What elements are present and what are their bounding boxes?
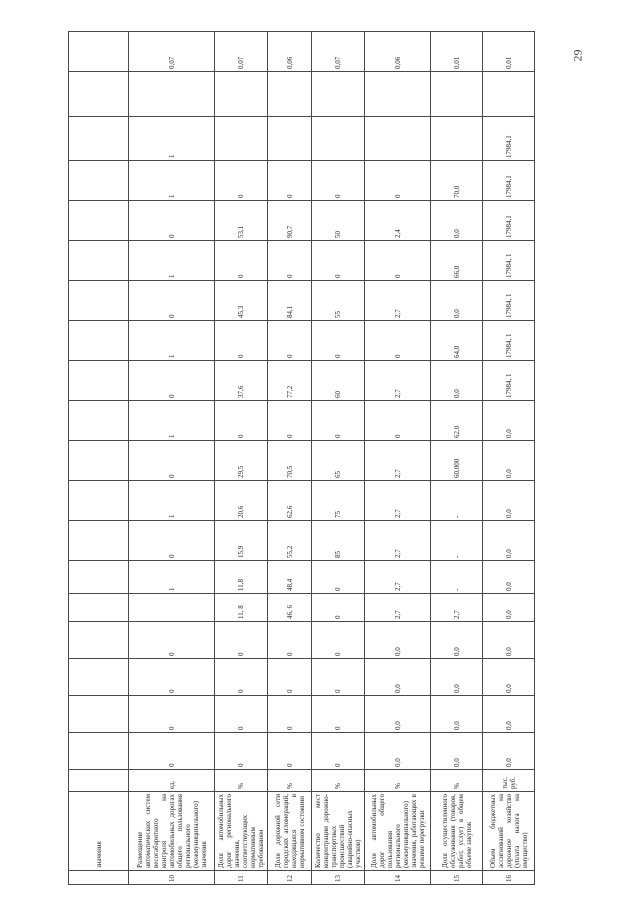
value-cell: 0,0 xyxy=(483,696,535,733)
unit-cell: % xyxy=(312,770,365,792)
table-row xyxy=(483,32,535,885)
value-cell: 0 xyxy=(129,441,215,481)
value-cell xyxy=(69,72,129,117)
value-cell: 0 xyxy=(129,521,215,561)
value-cell: 0 xyxy=(129,201,215,241)
value-cell: 29,5 xyxy=(215,441,268,481)
row-number: 13 xyxy=(312,871,365,885)
value-cell: 0 xyxy=(268,659,312,696)
value-cell: 85 xyxy=(312,521,365,561)
value-cell xyxy=(365,117,431,161)
value-cell xyxy=(69,281,129,321)
value-cell: 0,0 xyxy=(483,622,535,659)
value-cell xyxy=(69,241,129,281)
value-cell: 0,0 xyxy=(483,521,535,561)
value-cell xyxy=(129,594,215,622)
value-cell: 0 xyxy=(215,659,268,696)
table-body xyxy=(69,32,535,885)
value-cell: 0 xyxy=(312,696,365,733)
table-row xyxy=(431,32,483,885)
table-row xyxy=(268,32,312,885)
value-cell: 66,0 xyxy=(431,241,483,281)
indicator-name: Количество мест концентрации дорожно-транспортных происшествий (аварийно-опасных участков) xyxy=(312,792,365,871)
unit-cell: % xyxy=(365,770,431,792)
value-cell: 20,6 xyxy=(215,481,268,521)
value-cell: 0,07 xyxy=(129,32,215,72)
value-cell xyxy=(69,161,129,201)
value-cell: - xyxy=(431,481,483,521)
value-cell: 0 xyxy=(215,696,268,733)
value-cell: 0 xyxy=(215,733,268,770)
row-number: 10 xyxy=(129,871,215,885)
value-cell: 0 xyxy=(268,401,312,441)
value-cell: 0,01 xyxy=(483,32,535,72)
value-cell: 60,000 xyxy=(431,441,483,481)
value-cell: 0 xyxy=(268,321,312,361)
value-cell: 70,0 xyxy=(431,161,483,201)
page-number: 29 xyxy=(570,49,585,62)
value-cell: 0,06 xyxy=(365,32,431,72)
indicators-table xyxy=(68,31,535,885)
row-number: 14 xyxy=(365,871,431,885)
value-cell: 55,2 xyxy=(268,521,312,561)
unit-cell: ед. xyxy=(129,770,215,792)
value-cell: 0,0 xyxy=(365,622,431,659)
value-cell xyxy=(69,481,129,521)
value-cell: 2,7 xyxy=(365,441,431,481)
value-cell: 0 xyxy=(215,321,268,361)
value-cell: 2,7 xyxy=(431,594,483,622)
value-cell: 0 xyxy=(215,241,268,281)
value-cell: 0,07 xyxy=(312,32,365,72)
value-cell: 70,5 xyxy=(268,441,312,481)
rotated-table-container xyxy=(68,56,532,885)
value-cell: 0,0 xyxy=(483,659,535,696)
value-cell: 84,1 xyxy=(268,281,312,321)
value-cell: 2,4 xyxy=(365,201,431,241)
value-cell: 0,0 xyxy=(483,441,535,481)
row-number: 15 xyxy=(431,871,483,885)
value-cell: 1 xyxy=(129,481,215,521)
value-cell: 0 xyxy=(268,733,312,770)
row-number: 16 xyxy=(483,871,535,885)
value-cell: 53,1 xyxy=(215,201,268,241)
value-cell: 0 xyxy=(312,594,365,622)
table-row xyxy=(365,32,431,885)
value-cell xyxy=(431,72,483,117)
value-cell: 17984, 1 xyxy=(483,281,535,321)
value-cell: 0,06 xyxy=(268,32,312,72)
value-cell xyxy=(69,401,129,441)
value-cell xyxy=(69,594,129,622)
value-cell: 2,7 xyxy=(365,481,431,521)
value-cell xyxy=(129,72,215,117)
indicator-name: Размещение автоматических систем весогабаритного контроля на автомобильных дорогах общего пользования регионального (межмуниципального) значения xyxy=(129,792,215,871)
unit-cell xyxy=(69,770,129,792)
value-cell: 0,0 xyxy=(431,696,483,733)
value-cell: 0 xyxy=(215,622,268,659)
table-row xyxy=(312,32,365,885)
value-cell: 0,0 xyxy=(431,733,483,770)
value-cell: 0 xyxy=(129,696,215,733)
value-cell xyxy=(69,361,129,401)
value-cell: 0 xyxy=(129,733,215,770)
value-cell: 0,0 xyxy=(431,622,483,659)
value-cell xyxy=(69,696,129,733)
value-cell xyxy=(215,72,268,117)
value-cell xyxy=(69,561,129,594)
value-cell: 64,0 xyxy=(431,321,483,361)
value-cell: 0,0 xyxy=(483,481,535,521)
value-cell: 0 xyxy=(365,161,431,201)
value-cell: 11,8 xyxy=(215,561,268,594)
value-cell: 0,0 xyxy=(431,659,483,696)
value-cell: 77,2 xyxy=(268,361,312,401)
unit-cell: % xyxy=(431,770,483,792)
value-cell: 75 xyxy=(312,481,365,521)
value-cell: 2,7 xyxy=(365,594,431,622)
value-cell: 0 xyxy=(365,321,431,361)
indicator-name: Доля автомобильных дорог регионального значения, соответствующих нормативным требованиям xyxy=(215,792,268,871)
unit-cell: % xyxy=(215,770,268,792)
value-cell xyxy=(69,321,129,361)
value-cell xyxy=(312,72,365,117)
value-cell: 0,0 xyxy=(431,361,483,401)
value-cell: 0 xyxy=(312,241,365,281)
value-cell xyxy=(268,117,312,161)
value-cell: 0,0 xyxy=(431,281,483,321)
value-cell: 1 xyxy=(129,321,215,361)
value-cell: 45,3 xyxy=(215,281,268,321)
unit-cell: % xyxy=(268,770,312,792)
table-row xyxy=(215,32,268,885)
value-cell: 0 xyxy=(215,401,268,441)
value-cell: 2,7 xyxy=(365,281,431,321)
value-cell: 1 xyxy=(129,401,215,441)
value-cell xyxy=(69,622,129,659)
value-cell: 0 xyxy=(312,561,365,594)
value-cell: 2,7 xyxy=(365,561,431,594)
value-cell: 1 xyxy=(129,161,215,201)
value-cell: 15,9 xyxy=(215,521,268,561)
value-cell: 0 xyxy=(129,361,215,401)
value-cell: 0,01 xyxy=(431,32,483,72)
value-cell xyxy=(312,117,365,161)
value-cell: 0 xyxy=(312,401,365,441)
value-cell: 0 xyxy=(268,622,312,659)
value-cell: 65 xyxy=(312,441,365,481)
value-cell: 50 xyxy=(312,201,365,241)
value-cell: 46, 6 xyxy=(268,594,312,622)
value-cell xyxy=(69,733,129,770)
value-cell: 0,0 xyxy=(483,733,535,770)
row-number xyxy=(69,871,129,885)
indicator-name: Доля автомобильных дорог общего пользования регионального (межмуниципального) значения, работающих в режиме перегрузки xyxy=(365,792,431,871)
indicator-name: Объем бюджетных ассигнований на дорожное хозяйство (уплата налога на имущество) xyxy=(483,792,535,871)
value-cell: 0,07 xyxy=(215,32,268,72)
value-cell: 0 xyxy=(215,161,268,201)
value-cell: 0 xyxy=(129,622,215,659)
indicator-name: Доля осуществленного обслуживания (товаров, работ, услуг) в общем объеме закупок xyxy=(431,792,483,871)
value-cell: 17984, 1 xyxy=(483,321,535,361)
value-cell: 62,6 xyxy=(268,481,312,521)
value-cell xyxy=(365,72,431,117)
value-cell: 0 xyxy=(365,401,431,441)
value-cell xyxy=(69,32,129,72)
row-number: 11 xyxy=(215,871,268,885)
value-cell: 0 xyxy=(268,161,312,201)
value-cell: 17984,1 xyxy=(483,161,535,201)
value-cell: 2,7 xyxy=(365,521,431,561)
value-cell xyxy=(431,117,483,161)
value-cell xyxy=(215,117,268,161)
value-cell xyxy=(268,72,312,117)
value-cell: - xyxy=(431,521,483,561)
value-cell: 37,6 xyxy=(215,361,268,401)
value-cell: 1 xyxy=(129,117,215,161)
value-cell: 60 xyxy=(312,361,365,401)
value-cell: 0 xyxy=(129,659,215,696)
value-cell: 0 xyxy=(129,281,215,321)
value-cell: 0 xyxy=(312,659,365,696)
value-cell: 0 xyxy=(312,622,365,659)
value-cell: - xyxy=(431,561,483,594)
value-cell: 0,0 xyxy=(365,696,431,733)
value-cell: 0,0 xyxy=(365,659,431,696)
indicator-name: Доля дорожной сети городских агломераций, находящаяся в нормативном состоянии xyxy=(268,792,312,871)
table-row xyxy=(69,32,129,885)
value-cell xyxy=(69,117,129,161)
value-cell: 0,0 xyxy=(483,594,535,622)
value-cell: 0 xyxy=(365,241,431,281)
value-cell: 1 xyxy=(129,561,215,594)
value-cell: 62,0 xyxy=(431,401,483,441)
value-cell: 0 xyxy=(312,733,365,770)
value-cell: 0 xyxy=(268,241,312,281)
value-cell: 55 xyxy=(312,281,365,321)
value-cell: 90,7 xyxy=(268,201,312,241)
indicator-name: значения xyxy=(69,792,129,871)
value-cell: 0,0 xyxy=(365,733,431,770)
value-cell: 17984, 1 xyxy=(483,241,535,281)
value-cell: 11, 8 xyxy=(215,594,268,622)
value-cell xyxy=(69,201,129,241)
value-cell: 48,4 xyxy=(268,561,312,594)
value-cell xyxy=(69,659,129,696)
value-cell: 0 xyxy=(312,321,365,361)
table-row xyxy=(129,32,215,885)
value-cell: 0 xyxy=(268,696,312,733)
value-cell: 1 xyxy=(129,241,215,281)
value-cell: 0 xyxy=(312,161,365,201)
value-cell: 0,0 xyxy=(483,561,535,594)
value-cell: 0,0 xyxy=(431,201,483,241)
unit-cell: тыс. руб. xyxy=(483,770,535,792)
value-cell xyxy=(69,521,129,561)
value-cell: 17984,1 xyxy=(483,117,535,161)
value-cell: 0,0 xyxy=(483,401,535,441)
value-cell xyxy=(483,72,535,117)
value-cell xyxy=(69,441,129,481)
value-cell: 17984,1 xyxy=(483,201,535,241)
row-number: 12 xyxy=(268,871,312,885)
value-cell: 2,7 xyxy=(365,361,431,401)
value-cell: 17984, 1 xyxy=(483,361,535,401)
